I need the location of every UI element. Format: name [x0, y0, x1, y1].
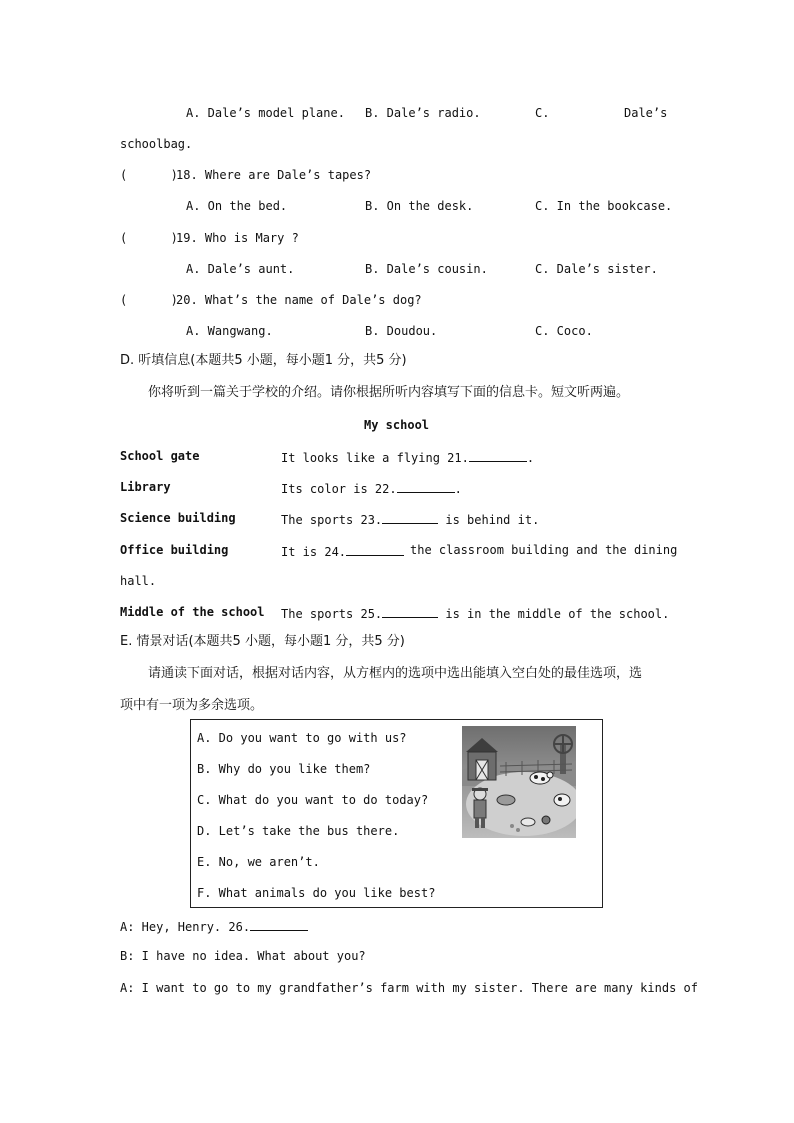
q20-stem: 20. What’s the name of Dale’s dog? — [176, 293, 422, 307]
row-label-middle-of-school: Middle of the school — [120, 605, 265, 619]
option-e: E. No, we aren’t. — [197, 855, 320, 869]
blank-24[interactable] — [346, 543, 404, 556]
q20-answer-paren: ( ) — [120, 293, 178, 307]
info-card-title: My school — [364, 418, 430, 432]
option-a: A. Do you want to go with us? — [197, 731, 407, 745]
section-e-heading: E. 情景对话(本题共5 小题，每小题1 分，共5 分) — [120, 634, 405, 649]
row-text-school-gate: It looks like a flying 21. . — [281, 451, 535, 465]
q18-stem: 18. Where are Dale’s tapes? — [176, 168, 372, 182]
q17-option-c-text: Dale’s — [624, 106, 668, 120]
q19-option-a: A. Dale’s aunt. — [186, 262, 295, 276]
row-label-library: Library — [120, 480, 171, 494]
q20-option-b: B. Doudou. — [365, 324, 438, 338]
row-text-middle-of-school: The sports 25. is in the middle of the school. — [281, 607, 670, 621]
section-e-instruction-line1: 请通读下面对话，根据对话内容，从方框内的选项中选出能填入空白处的最佳选项，选 — [148, 666, 643, 681]
q18-option-c: C. In the bookcase. — [535, 199, 673, 213]
dialogue-line-2: B: I have no idea. What about you? — [120, 949, 366, 963]
blank-26[interactable] — [250, 918, 308, 931]
row-text-office-building-cont: hall. — [120, 574, 157, 588]
q17-option-a: A. Dale’s model plane. — [186, 106, 345, 120]
q17-option-c-continued: schoolbag. — [120, 137, 193, 151]
blank-25[interactable] — [382, 605, 438, 618]
option-c: C. What do you want to do today? — [197, 793, 429, 807]
dialogue-line-3: A: I want to go to my grandfather’s farm with my sister. There are many kinds of — [120, 981, 698, 995]
row-text-science-building: The sports 23. is behind it. — [281, 513, 540, 527]
section-d-instruction: 你将听到一篇关于学校的介绍。请你根据所听内容填写下面的信息卡。短文听两遍。 — [148, 385, 630, 400]
option-d: D. Let’s take the bus there. — [197, 824, 400, 838]
q19-option-b: B. Dale’s cousin. — [365, 262, 488, 276]
option-b: B. Why do you like them? — [197, 762, 371, 776]
q19-stem: 19. Who is Mary ? — [176, 231, 299, 245]
section-d-heading: D. 听填信息(本题共5 小题，每小题1 分，共5 分) — [120, 353, 407, 368]
q20-option-a: A. Wangwang. — [186, 324, 273, 338]
q19-option-c: C. Dale’s sister. — [535, 262, 658, 276]
q20-option-c: C. Coco. — [535, 324, 593, 338]
row-text-library: Its color is 22. . — [281, 482, 462, 496]
row-label-school-gate: School gate — [120, 449, 200, 463]
dialogue-line-1: A: Hey, Henry. 26. — [120, 918, 308, 934]
row-text-office-building: It is 24. — [281, 543, 404, 559]
row-text-office-building-rest: the classroom building and the dining — [410, 543, 678, 557]
q18-option-a: A. On the bed. — [186, 199, 288, 213]
blank-22[interactable] — [397, 480, 455, 493]
option-f: F. What animals do you like best? — [197, 886, 436, 900]
blank-21[interactable] — [469, 449, 527, 462]
q17-option-b: B. Dale’s radio. — [365, 106, 481, 120]
q17-option-c-label: C. — [535, 106, 550, 120]
row-label-office-building: Office building — [120, 543, 229, 557]
section-e-instruction-line2: 项中有一项为多余选项。 — [120, 698, 264, 713]
q18-option-b: B. On the desk. — [365, 199, 474, 213]
q19-answer-paren: ( ) — [120, 231, 178, 245]
q18-answer-paren: ( ) — [120, 168, 178, 182]
blank-23[interactable] — [382, 511, 438, 524]
row-label-science-building: Science building — [120, 511, 236, 525]
farm-illustration — [462, 726, 576, 838]
